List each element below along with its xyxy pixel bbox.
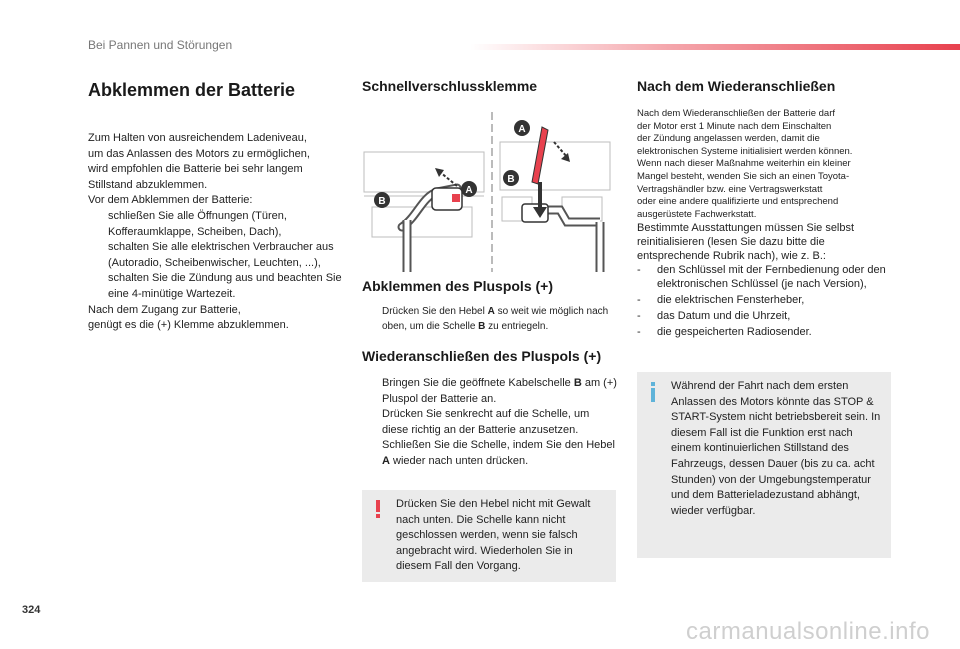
section-disconnect bbox=[362, 278, 618, 334]
column-quick-release bbox=[362, 78, 618, 94]
section-title-after-reconnect: Nach dem Wiederanschließen bbox=[637, 78, 836, 94]
label-b-right-text: B bbox=[507, 174, 515, 185]
section-header: Bei Pannen und Störungen bbox=[88, 38, 233, 52]
list-item: - den Schlüssel mit der Fernbedienung oder den elektronischen Schlüssel (je nach Version), bbox=[637, 264, 886, 291]
info-icon bbox=[647, 382, 659, 402]
intro-text: Zum Halten von ausreichendem Ladeniveau, um das Anlassen des Motors zu ermöglichen, wird empfohlen die Batterie bei sehr langem Stillstand abzuklemmen. Vor dem Abklemmen der Batterie: schließen Sie alle Öffnungen (Türen, Kofferaumklappe, Scheiben, Dach), schalten Sie alle elektrischen Verbraucher aus (Autoradio, Scheibenwischer, Leuchten, ...), schalten Sie die Zündung aus und beachten Sie eine 4-minütige Wartezeit. Nach dem Zugang zur Batterie, genügt es die (+) Klemme abzuklemmen. bbox=[88, 131, 344, 334]
list-item: - das Datum und die Uhrzeit, bbox=[637, 310, 791, 323]
list-item: - die gespeicherten Radiosender. bbox=[637, 326, 812, 339]
section-title-disconnect: Abklemmen des Pluspols (+) bbox=[362, 278, 553, 294]
list-item: Drücken Sie senkrecht auf die Schelle, um diese richtig an der Batterie anzusetzen. bbox=[382, 408, 590, 436]
list-item: schalten Sie die Zündung aus und beachten Sie eine 4-minütige Wartezeit. bbox=[108, 272, 342, 300]
reconnect-notes: Nach dem Wiederanschließen der Batterie darf der Motor erst 1 Minute nach dem Einschalten der Zündung angelassen werden, damit die elektronischen Systeme initialisiert werden können. Wenn nach dieser Maßnahme weiterhin ein kleiner Mangel besteht, wenden Sie sich an einen Toyota- Vertragshändler bzw. eine Vertragswerkstatt oder eine andere qualifizierte und entsprechend ausgerüstete Fachwerkstatt. bbox=[637, 108, 853, 220]
info-box bbox=[637, 372, 891, 558]
dash-icon: - bbox=[637, 326, 641, 339]
section-title-reconnect: Wiederanschließen des Pluspols (+) bbox=[362, 348, 602, 364]
section-reconnect bbox=[362, 348, 618, 470]
watermark: carmanualsonline.info bbox=[686, 618, 930, 645]
column-battery-disconnect bbox=[88, 78, 344, 334]
list-item: Bringen Sie die geöffnete Kabelschelle B am (+) Pluspol der Batterie an. bbox=[382, 377, 617, 405]
battery-clamp-illustration bbox=[362, 112, 618, 272]
page-title: Abklemmen der Batterie bbox=[88, 80, 296, 100]
warning-box bbox=[362, 490, 616, 582]
warning-icon bbox=[372, 500, 384, 518]
battery-clamp-diagram bbox=[362, 112, 618, 272]
list-item: Schließen Sie die Schelle, indem Sie den Hebel A wieder nach unten drücken. bbox=[382, 439, 615, 467]
label-a-right-text: A bbox=[518, 124, 526, 135]
info-text: Während der Fahrt nach dem ersten Anlassen des Motors könnte das STOP & START-System nicht betriebsbereit sein. In diesem Fall ist die Funktion erst nach einem kontinuierlichen Stillstand des Fahrzeugs, dessen Dauer (bis zu ca. acht Stunden) von der Umgebungstemperatur und dem Batterieladezustand abhängt, wieder verfügbar. bbox=[671, 380, 881, 517]
dash-icon: - bbox=[637, 264, 641, 277]
list-item: - die elektrischen Fensterheber, bbox=[637, 294, 805, 307]
header-accent-bar bbox=[470, 44, 960, 50]
list-item: Drücken Sie den Hebel A so weit wie möglich nach oben, um die Schelle B zu entriegeln. bbox=[382, 306, 609, 332]
label-b-left-text: B bbox=[378, 196, 386, 207]
list-item: schließen Sie alle Öffnungen (Türen, Kofferaumklappe, Scheiben, Dach), bbox=[108, 209, 287, 238]
page-number: 324 bbox=[22, 604, 41, 616]
label-a-left-text: A bbox=[465, 185, 473, 196]
list-item: schalten Sie alle elektrischen Verbraucher aus (Autoradio, Scheibenwischer, Leuchten, ...), bbox=[108, 241, 334, 269]
section-title-quick-release: Schnellverschlussklemme bbox=[362, 78, 538, 94]
dash-icon: - bbox=[637, 294, 641, 307]
dash-icon: - bbox=[637, 310, 641, 323]
column-after-reconnect bbox=[637, 78, 893, 339]
reinit-text: Bestimmte Ausstattungen müssen Sie selbst reinitialisieren (lesen Sie dazu bitte die entsprechende Rubrik nach), wie z. B.: - den Schlüssel mit der Fernbedienung oder den elektronischen Schlüssel (je nach Version), - die elektrischen Fensterheber, - das Datum und die Uhrzeit, - die gespeicherten Radiosender. bbox=[637, 221, 893, 339]
warning-text: Drücken Sie den Hebel nicht mit Gewalt nach unten. Die Schelle kann nicht geschlossen werden, wenn sie falsch angebracht wird. Wiederholen Sie in diesem Fall den Vorgang. bbox=[396, 498, 591, 573]
